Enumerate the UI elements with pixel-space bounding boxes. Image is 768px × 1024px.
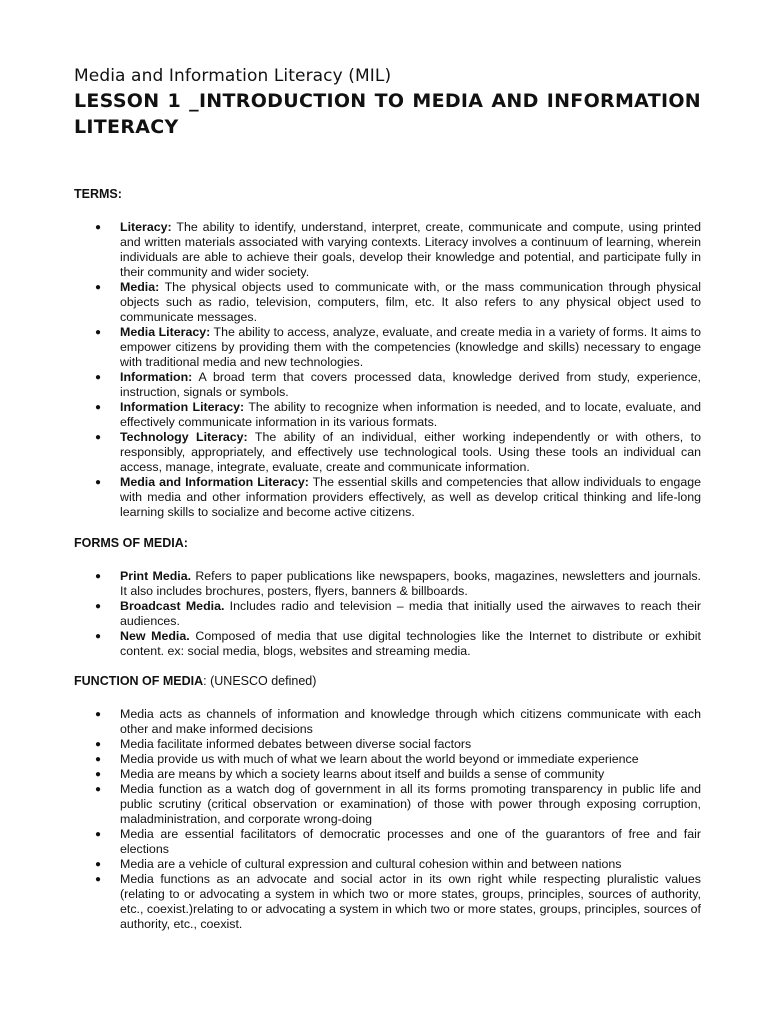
term-label: Media: <box>120 280 160 294</box>
bullet-icon: ● <box>95 432 102 443</box>
function-text: Media facilitate informed debates between diverse social factors <box>120 737 472 751</box>
bullet-icon: ● <box>95 739 102 750</box>
list-item <box>95 752 701 767</box>
function-heading <box>74 673 701 689</box>
term-label: Information: <box>120 370 193 384</box>
terms-list <box>74 220 701 520</box>
list-item <box>95 569 701 599</box>
term-label: Information Literacy: <box>120 400 245 414</box>
list-item <box>95 857 701 872</box>
list-item <box>95 872 701 932</box>
term-definition: Composed of media that use digital technologies like the Internet to distribute or exhibit content. ex: social media, blogs, websites and streaming media. <box>120 629 701 658</box>
bullet-icon: ● <box>95 859 102 870</box>
term-definition: The ability to access, analyze, evaluate, and create media in a variety of forms. It aims to empower citizens by providing them with the competencies (knowledge and skills) necessary to engage with traditional media and new technologies. <box>120 325 701 369</box>
document-title: Media and Information Literacy (MIL) <box>74 66 392 86</box>
term-definition: A broad term that covers processed data, knowledge derived from study, experience, instruction, signals or symbols. <box>120 370 701 399</box>
function-text: Media function as a watch dog of government in all its forms promoting transparency in public life and public scrutiny (critical observation or examination) of those with power through exposing corruption, maladministration, and corporate wrong-doing <box>120 782 701 826</box>
terms-heading: TERMS: <box>74 187 122 201</box>
bullet-icon: ● <box>95 477 102 488</box>
list-item <box>95 767 701 782</box>
term-label: New Media. <box>120 629 190 643</box>
function-text: Media are means by which a society learns about itself and builds a sense of community <box>120 767 605 781</box>
bullet-icon: ● <box>95 327 102 338</box>
term-definition: The ability to recognize when information is needed, and to locate, evaluate, and effectively communicate information in its various formats. <box>120 400 701 429</box>
bullet-icon: ● <box>95 769 102 780</box>
term-definition: The physical objects used to communicate with, or the mass communication through physical objects such as radio, television, computers, film, etc. It also refers to any physical object used to communicate messages. <box>120 280 701 324</box>
bullet-icon: ● <box>95 402 102 413</box>
list-item <box>95 280 701 325</box>
bullet-icon: ● <box>95 829 102 840</box>
bullet-icon: ● <box>95 372 102 383</box>
bullet-icon: ● <box>95 222 102 233</box>
lesson-title: LESSON 1 _INTRODUCTION TO MEDIA AND INFORMATION LITERACY <box>74 90 701 138</box>
list-item <box>95 737 701 752</box>
list-item <box>95 782 701 827</box>
list-item <box>95 370 701 400</box>
function-text: Media provide us with much of what we learn about the world beyond or immediate experience <box>120 752 639 766</box>
forms-list <box>74 569 701 659</box>
list-item <box>95 430 701 475</box>
bullet-icon: ● <box>95 571 102 582</box>
function-list <box>74 707 701 932</box>
list-item <box>95 475 701 520</box>
term-definition: The ability of an individual, either working independently or with others, to responsibly, appropriately, and effectively use technological tools. Using these tools an individual can access, manage, integrate, evaluate, create and communicate information. <box>120 430 701 474</box>
term-label: Media Literacy: <box>120 325 211 339</box>
document-page <box>74 64 701 932</box>
function-text: Media are a vehicle of cultural expression and cultural cohesion within and between nations <box>120 857 622 871</box>
list-item <box>95 325 701 370</box>
term-definition: The ability to identify, understand, interpret, create, communicate and compute, using printed and written materials associated with varying contexts. Literacy involves a continuum of learning, wherein individuals are able to achieve their goals, develop their knowledge and potential, and participate fully in their community and wider society. <box>120 220 701 279</box>
term-definition: Includes radio and television – media that initially used the airwaves to reach their audiences. <box>120 599 701 628</box>
function-text: Media are essential facilitators of democratic processes and one of the guarantors of free and fair elections <box>120 827 701 856</box>
list-item <box>95 220 701 280</box>
bullet-icon: ● <box>95 784 102 795</box>
bullet-icon: ● <box>95 709 102 720</box>
term-label: Broadcast Media. <box>120 599 225 613</box>
list-item <box>95 599 701 629</box>
term-label: Print Media. <box>120 569 192 583</box>
term-definition: The essential skills and competencies that allow individuals to engage with media and other information providers effectively, as well as develop critical thinking and life-long learning skills to socialize and become active citizens. <box>120 475 701 519</box>
bullet-icon: ● <box>95 601 102 612</box>
term-definition: Refers to paper publications like newspapers, books, magazines, newsletters and journals. It also includes brochures, posters, flyers, banners & billboards. <box>120 569 701 598</box>
function-text: Media acts as channels of information and knowledge through which citizens communicate with each other and make informed decisions <box>120 707 701 736</box>
term-label: Technology Literacy: <box>120 430 248 444</box>
bullet-icon: ● <box>95 282 102 293</box>
bullet-icon: ● <box>95 754 102 765</box>
list-item <box>95 629 701 659</box>
bullet-icon: ● <box>95 631 102 642</box>
list-item <box>95 827 701 857</box>
function-heading-label: FUNCTION OF MEDIA <box>74 674 204 688</box>
function-heading-note: : (UNESCO defined) <box>203 674 317 688</box>
term-label: Literacy: <box>120 220 172 234</box>
list-item <box>95 707 701 737</box>
function-text: Media functions as an advocate and social actor in its own right while respecting pluralistic values (relating to or advocating a system in which two or more states, groups, principles, sources of authority, etc., coexist.)relating to or advocating a system in which two or more states, groups, principles, sources of authority, etc., coexist. <box>120 872 701 931</box>
term-label: Media and Information Literacy: <box>120 475 309 489</box>
list-item <box>95 400 701 430</box>
forms-heading: FORMS OF MEDIA: <box>74 536 188 550</box>
bullet-icon: ● <box>95 874 102 885</box>
